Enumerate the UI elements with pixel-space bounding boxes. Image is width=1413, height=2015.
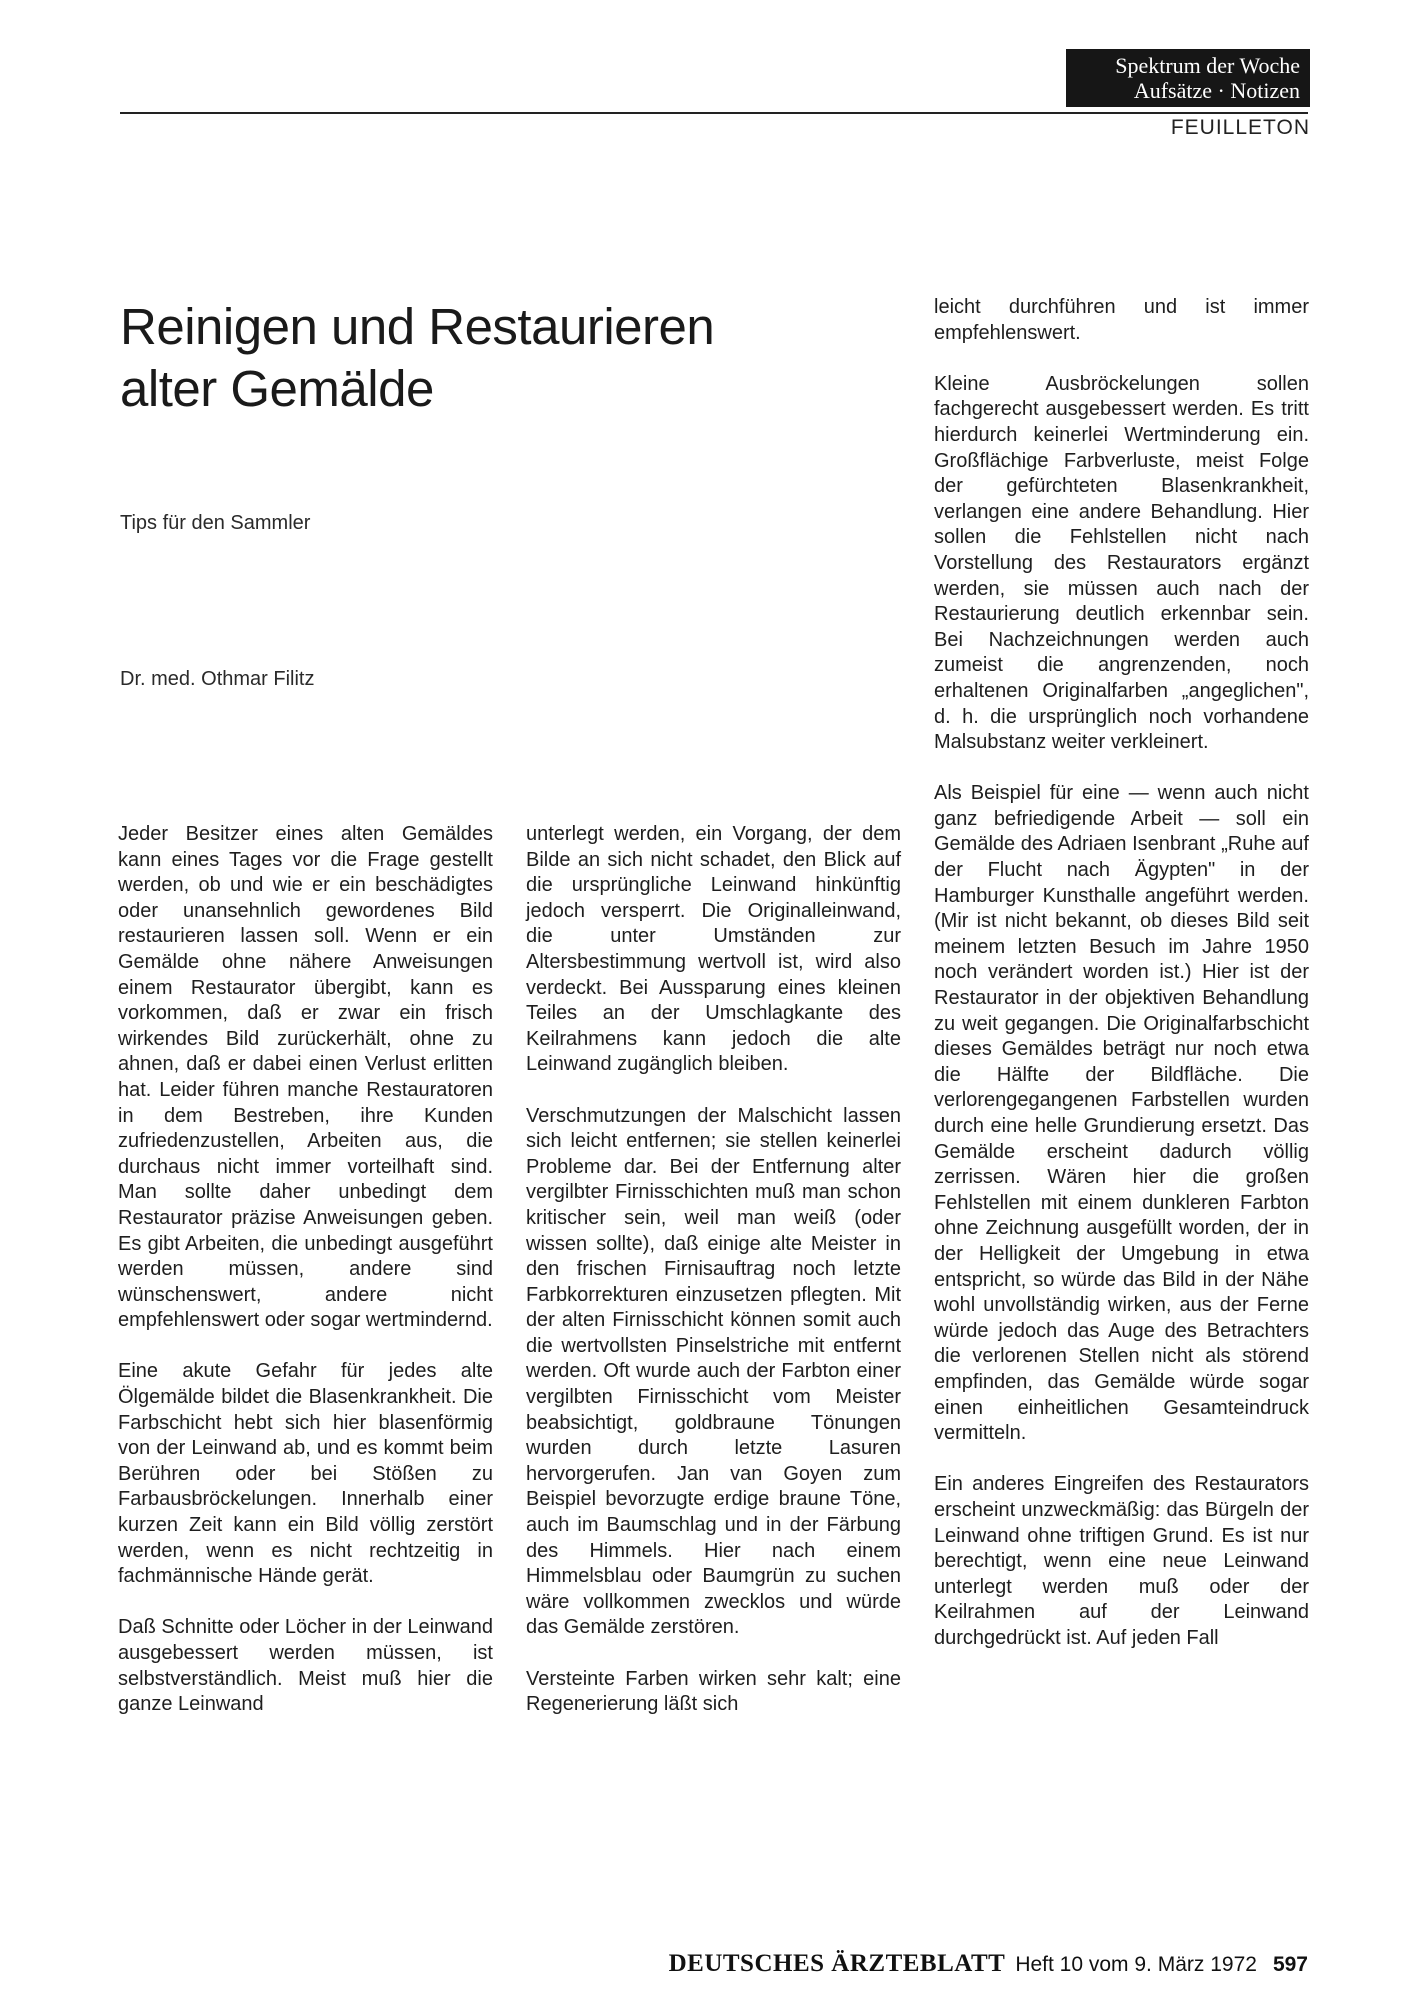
- badge-line-2: Aufsätze · Notizen: [1133, 78, 1300, 103]
- header-rule: [120, 112, 1308, 114]
- paragraph: Eine akute Gefahr für jedes alte Ölgemälde bildet die Blasenkrankheit. Die Farbschicht hebt sich hier blasenförmig von der Leinwand ab, und es kommt beim Berühren oder bei Stößen zu Farbausbröckelungen. Innerhalb einer kurzen Zeit kann ein Bild völlig zerstört werden, wenn es nicht rechtzeitig in fachmännische Hände gerät.: [118, 1360, 493, 1588]
- article-author: Dr. med. Othmar Filitz: [120, 668, 315, 690]
- journal-name: DEUTSCHES ÄRZTEBLATT: [668, 1950, 1006, 1977]
- paragraph: Daß Schnitte oder Löcher in der Leinwand ausgebessert werden müssen, ist selbstverständlich. Meist muß hier die ganze Leinwand: [118, 1616, 493, 1716]
- page-number: 597: [1272, 1953, 1308, 1976]
- text-column-3: [934, 295, 1309, 1677]
- text-column-2: [526, 822, 901, 1743]
- paragraph: Jeder Besitzer eines alten Gemäldes kann eines Tages vor die Frage gestellt werden, ob und wie er ein beschädigtes oder unansehnlich gewordenes Bild restaurieren lassen soll. Wenn er ein Gemälde ohne nähere Anweisungen einem Restaurator übergibt, kann es vorkommen, daß er zwar ein frisch wirkendes Bild zurückerhält, ohne zu ahnen, daß er dabei einen Verlust erlitten hat. Leider führen manche Restauratoren in dem Bestreben, ihre Kunden zufriedenzustellen, Arbeiten aus, die durchaus nicht immer vorteilhaft sind. Man sollte daher unbedingt dem Restaurator präzise Anweisungen geben. Es gibt Arbeiten, die unbedingt ausgeführt werden müssen, andere sind wünschenswert, andere nicht empfehlenswert oder sogar wertmindernd.: [118, 823, 493, 1332]
- section-badge: [1066, 49, 1310, 107]
- paragraph: Als Beispiel für eine — wenn auch nicht ganz befriedigende Arbeit — soll ein Gemälde des Adriaen Isenbrant „Ruhe auf der Flucht nach Ägypten" in der Hamburger Kunsthalle angeführt werden. (Mir ist nicht bekannt, ob dieses Bild seit meinem letzten Besuch im Jahre 1950 noch verändert worden ist.) Hier ist der Restaurator in der objektiven Behandlung zu weit gegangen. Die Originalfarbschicht dieses Gemäldes beträgt nur noch etwa die Hälfte der Bildfläche. Die verlorengegangenen Farbstellen wurden durch eine helle Grundierung ersetzt. Das Gemälde erscheint dadurch völlig zerrissen. Wären hier die großen Fehlstellen mit einem dunkleren Farbton ohne Zeichnung ausgefüllt worden, der in der Helligkeit der Umgebung in etwa entspricht, so würde das Bild in der Nähe wohl unvollständig wirken, aus der Ferne würde jedoch das Auge des Betrachters die verlorenen Stellen nicht als störend empfinden, das Gemälde würde sogar einen einheitlichen Gesamteindruck vermitteln.: [934, 782, 1309, 1445]
- article-title: Reinigen und Restaurieren alter Gemälde: [120, 298, 715, 417]
- text-column-1: [118, 822, 493, 1743]
- article-subtitle: Tips für den Sammler: [120, 512, 311, 534]
- paragraph: Kleine Ausbröckelungen sollen fachgerecht ausgebessert werden. Es tritt hierdurch keinerlei Wertminderung ein. Großflächige Farbverluste, meist Folge der gefürchteten Blasenkrankheit, verlangen eine andere Behandlung. Hier sollen die Fehlstellen nicht nach Vorstellung des Restaurators ergänzt werden, sie müssen auch nach der Restaurierung deutlich erkennbar sein. Bei Nachzeichnungen werden auch zumeist die angrenzenden, noch erhaltenen Originalfarben „angeglichen", d. h. die ursprünglich noch vorhandene Malsubstanz weiter verkleinert.: [934, 372, 1309, 754]
- paragraph: Verschmutzungen der Malschicht lassen sich leicht entfernen; sie stellen keinerlei Probleme dar. Bei der Entfernung alter vergilbter Firnisschichten muß man schon kritischer sein, weil man weiß (oder wissen sollte), daß einige alte Meister in den frischen Firnisauftrag noch letzte Farbkorrekturen einzusetzen pflegten. Mit der alten Firnisschicht können somit auch die wertvollsten Pinselstriche mit entfernt werden. Oft wurde auch der Farbton einer vergilbten Firnisschicht vom Meister beabsichtigt, goldbraune Tönungen wurden durch letzte Lasuren hervorgerufen. Jan van Goyen zum Beispiel bevorzugte erdige braune Töne, auch im Baumschlag und in der Färbung des Himmels. Hier nach einem Himmelsblau oder Baumgrün zu suchen wäre vollkommen zwecklos und würde das Gemälde zerstören.: [526, 1104, 901, 1639]
- issue-info: Heft 10 vom 9. März 1972: [1015, 1953, 1257, 1976]
- badge-line-1: Spektrum der Woche: [1115, 53, 1300, 78]
- paragraph: Ein anderes Eingreifen des Restaurators erscheint unzweckmäßig: das Bürgeln der Leinwand ohne triftigen Grund. Es ist nur berechtigt, wenn eine neue Leinwand unterlegt werden muß oder der Keilrahmen auf der Leinwand durchgedrückt ist. Auf jeden Fall: [934, 1473, 1309, 1649]
- page-footer: [606, 1950, 1308, 1978]
- section-label: FEUILLETON: [1170, 116, 1310, 139]
- paragraph: leicht durchführen und ist immer empfehlenswert.: [934, 296, 1309, 344]
- paragraph: unterlegt werden, ein Vorgang, der dem Bilde an sich nicht schadet, den Blick auf die ursprüngliche Leinwand hinkünftig jedoch versperrt. Die Originalleinwand, die unter Umständen zur Altersbestimmung wertvoll ist, wird also verdeckt. Bei Aussparung eines kleinen Teiles an der Umschlagkante des Keilrahmens kann jedoch die alte Leinwand zugänglich bleiben.: [526, 823, 901, 1076]
- paragraph: Versteinte Farben wirken sehr kalt; eine Regenerierung läßt sich: [526, 1667, 901, 1716]
